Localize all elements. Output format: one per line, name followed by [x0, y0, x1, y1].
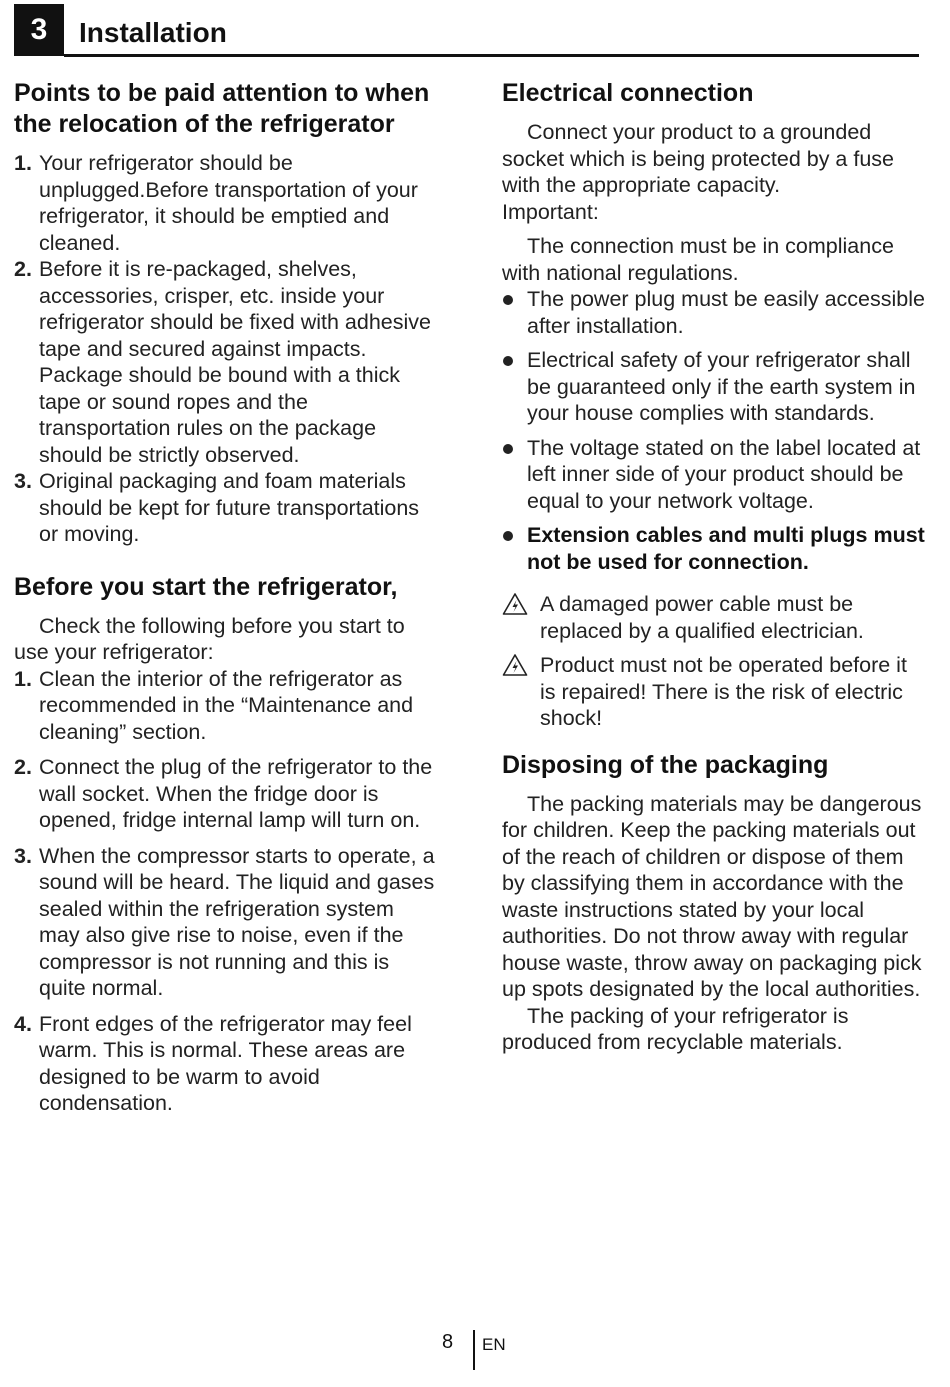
before-start-heading: Before you start the refrigerator,	[14, 572, 398, 601]
language-code: EN	[482, 1335, 506, 1354]
compliance-text: The connection must be in compliance with national regulations.	[502, 234, 894, 285]
section-number: 3	[14, 4, 64, 56]
item-text: When the compressor starts to operate, a sound will be heard. The liquid and gases sealed within the refrigeration system may also give rise to noise, even if the compressor is not running and this is quite normal.	[39, 843, 435, 1000]
before-start-item	[14, 754, 439, 834]
bullet-text: The power plug must be easily accessible after installation.	[527, 287, 925, 338]
item-number: 3.	[14, 843, 32, 868]
page-number: 8	[442, 1331, 454, 1353]
before-start-list	[14, 666, 439, 1117]
bullet-dot	[503, 531, 513, 541]
bullet-text: Electrical safety of your refrigerator shall be guaranteed only if the earth system in your house complies with standards.	[527, 348, 916, 425]
electrical-heading: Electrical connection	[502, 79, 754, 107]
item-text: Your refrigerator should be unplugged.Before transportation of your refrigerator, it should be emptied and cleaned.	[39, 151, 418, 255]
bullet-text: Extension cables and multi plugs must not be used for connection.	[527, 523, 925, 574]
bullet-text: The voltage stated on the label located at left inner side of your product should be equal to your network voltage.	[527, 435, 921, 513]
relocation-heading: Points to be paid attention to when the relocation of the refrigerator	[14, 79, 430, 138]
disposing-paragraph: The packing of your refrigerator is produced from recyclable materials.	[502, 1003, 849, 1054]
bullet-item	[502, 347, 927, 427]
bullet-dot	[503, 295, 513, 305]
relocation-item	[14, 150, 439, 256]
warning-text: A damaged power cable must be replaced by a qualified electrician.	[540, 592, 864, 643]
item-number: 1.	[14, 151, 32, 175]
electric-hazard-triangle-icon	[502, 592, 528, 616]
before-start-item	[14, 1011, 439, 1117]
important-label: Important:	[502, 199, 599, 224]
item-number: 1.	[14, 666, 32, 691]
item-text: Original packaging and foam materials should be kept for future transportations or moving.	[39, 469, 420, 546]
left-column	[14, 78, 439, 1117]
item-text: Connect the plug of the refrigerator to the wall socket. When the fridge door is opened, fridge internal lamp will turn on.	[39, 755, 433, 832]
header-rule	[64, 54, 919, 57]
item-text: Front edges of the refrigerator may feel warm. This is normal. These areas are designed to be warm to avoid condensation.	[39, 1011, 412, 1115]
bullet-item	[502, 435, 927, 515]
warning-item	[502, 652, 927, 732]
bullet-item	[502, 522, 927, 575]
relocation-list	[14, 150, 439, 548]
relocation-item	[14, 468, 439, 548]
item-text: Before it is re-packaged, shelves, accessories, crisper, etc. inside your refrigerator should be fixed with adhesive tape and secured against impacts. Package should be bound with a thick tape or sound ropes and the transportation rules on the package should be strictly observed.	[39, 257, 431, 467]
electrical-bullets	[502, 286, 927, 575]
disposing-heading: Disposing of the packaging	[502, 750, 829, 779]
footer-rule	[473, 1330, 475, 1370]
right-column	[502, 78, 927, 1056]
bullet-dot	[503, 356, 513, 366]
before-start-item	[14, 843, 439, 1002]
item-number: 2.	[14, 755, 32, 779]
warning-item	[502, 591, 927, 644]
warning-text: Product must not be operated before it is repaired! There is the risk of electric shock!	[540, 653, 907, 730]
electric-hazard-triangle-icon	[502, 653, 528, 677]
relocation-item	[14, 256, 439, 468]
section-title: Installation	[79, 17, 227, 48]
disposing-paragraph: The packing materials may be dangerous for children. Keep the packing materials out of the reach of children or dispose of them by classifying them in accordance with the waste instructions stated by your local authorities. Do not throw away with regular house waste, throw away on packaging pick up spots designated by the local authorities.	[502, 791, 922, 1001]
electrical-intro: Connect your product to a grounded socket which is being protected by a fuse with the appropriate capacity.	[502, 120, 894, 197]
before-start-intro: Check the following before you start to use your refrigerator:	[14, 613, 405, 664]
item-number: 4.	[14, 1011, 32, 1036]
bullet-item	[502, 286, 927, 339]
bullet-dot	[503, 444, 513, 454]
item-number: 3.	[14, 469, 32, 493]
before-start-item	[14, 666, 439, 746]
item-text: Clean the interior of the refrigerator as recommended in the “Maintenance and cleaning” section.	[39, 666, 414, 744]
item-number: 2.	[14, 257, 32, 281]
